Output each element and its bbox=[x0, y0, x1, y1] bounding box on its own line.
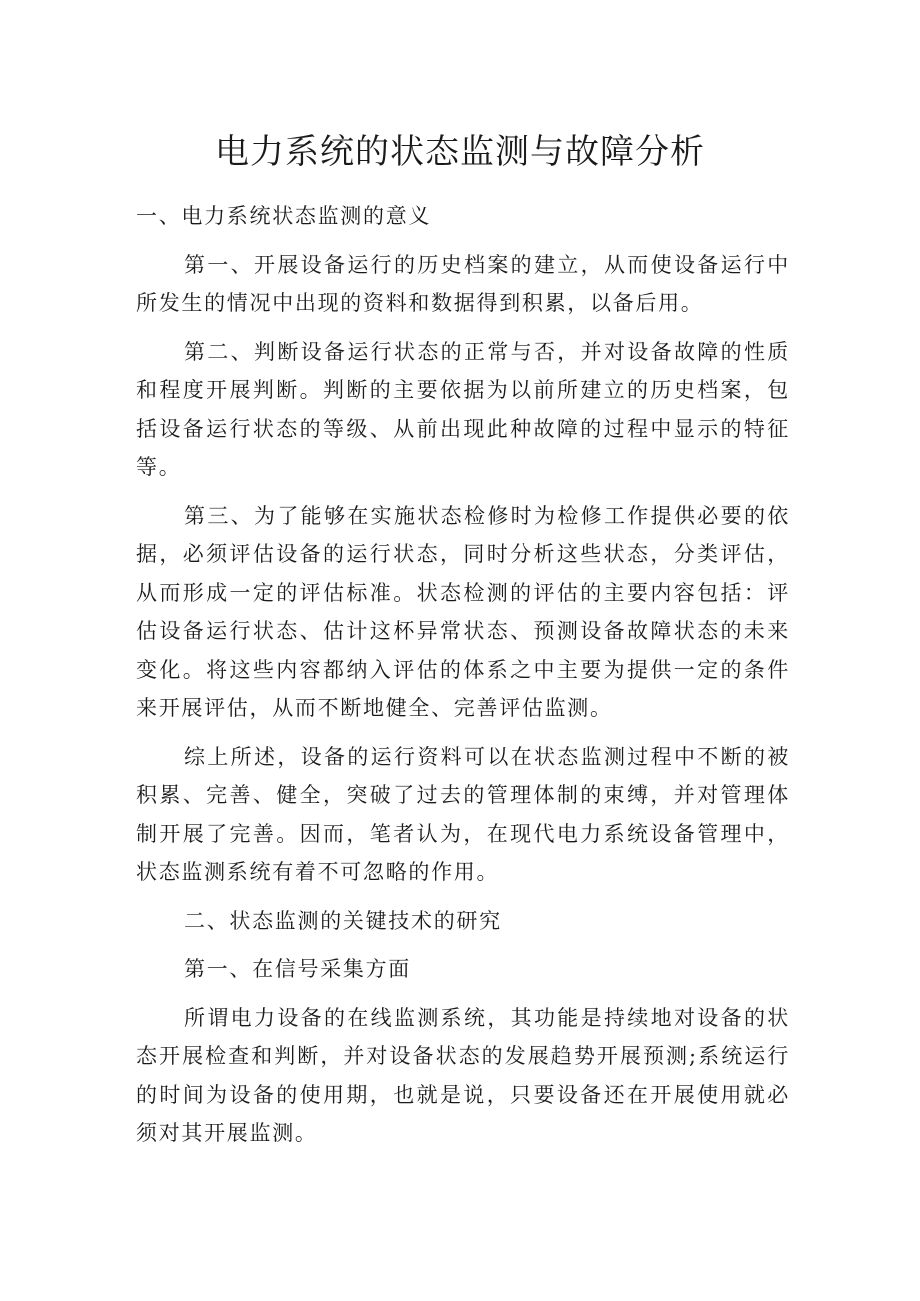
document-title: 电力系统的状态监测与故障分析 bbox=[215, 132, 705, 172]
section-heading-2: 二、状态监测的关键技术的研究 bbox=[184, 908, 502, 933]
paragraph-3: 第三、为了能够在实施状态检修时为检修工作提供必要的依据，必须评估设备的运行状态，同时分析这些状态，分类评估，从而形成一定的评估标准。状态检测的评估的主要内容包括：评估设备运行状态、估计这杯异常状态、预测设备故障状态的未来变化。将这些内容都纳入评估的体系之中主要为提供一定的条件来开展评估，从而不断地健全、完善评估监测。 bbox=[136, 503, 790, 720]
paragraph-4: 综上所述，设备的运行资料可以在状态监测过程中不断的被积累、完善、健全，突破了过去的管理体制的束缚，并对管理体制开展了完善。因而，笔者认为，在现代电力系统设备管理中，状态监测系统有着不可忽略的作用。 bbox=[136, 744, 790, 884]
subsection-heading-1: 第一、在信号采集方面 bbox=[184, 957, 411, 981]
paragraph-2: 第二、判断设备运行状态的正常与否，并对设备故障的性质和程度开展判断。判断的主要依据为以前所建立的历史档案，包括设备运行状态的等级、从前出现此种故障的过程中显示的特征等。 bbox=[136, 339, 790, 479]
document-body bbox=[136, 197, 790, 1163]
section-heading-1: 一、电力系统状态监测的意义 bbox=[136, 204, 432, 228]
paragraph-5: 所谓电力设备的在线监测系统，其功能是持续地对设备的状态开展检查和判断，并对设备状态的发展趋势开展预测;系统运行的时间为设备的使用期，也就是说，只要设备还在开展使用就必须对其开展监测。 bbox=[136, 1005, 790, 1145]
paragraph-1: 第一、开展设备运行的历史档案的建立，从而使设备运行中所发生的情况中出现的资料和数据得到积累，以备后用。 bbox=[136, 252, 790, 315]
